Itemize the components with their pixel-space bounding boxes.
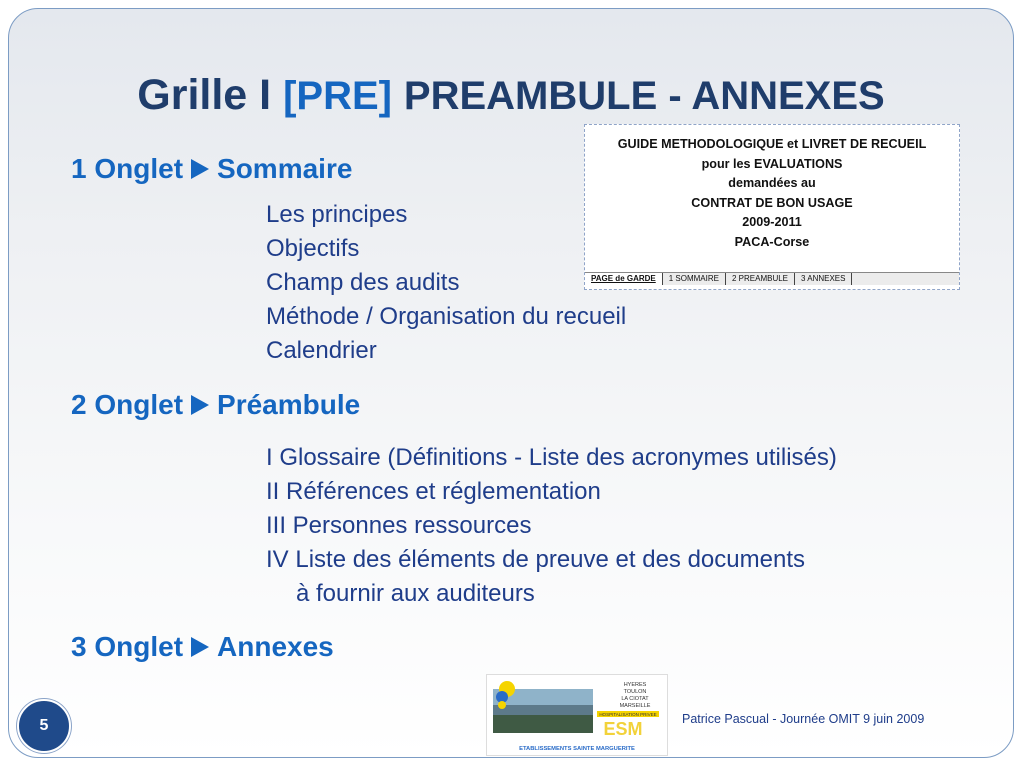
sheet-tab-page-de-garde: PAGE de GARDE <box>585 273 663 285</box>
logo-band-text: HOSPITALISATION PRIVEE <box>599 712 657 717</box>
preambule-list <box>266 441 837 611</box>
play-arrow-icon <box>191 637 209 657</box>
section-target: Sommaire <box>217 153 353 184</box>
list-item: IV Liste des éléments de preuve et des documents <box>266 546 805 573</box>
logo-city: MARSEILLE <box>619 703 651 709</box>
slide-frame <box>8 8 1014 758</box>
slide-title <box>9 71 1013 120</box>
title-rest: PREAMBULE - ANNEXES <box>403 74 885 118</box>
document-thumbnail <box>584 124 960 290</box>
thumbnail-line: pour les EVALUATIONS <box>701 156 843 171</box>
section-heading-preambule <box>71 389 360 421</box>
logo-city: TOULON <box>623 689 647 695</box>
footer <box>682 712 924 726</box>
section-label: 1 Onglet <box>71 153 184 184</box>
section-label: 2 Onglet <box>71 389 184 420</box>
list-item: Méthode / Organisation du recueil <box>266 303 627 330</box>
list-item: III Personnes ressources <box>266 512 532 539</box>
sheet-tab-annexes: 3 ANNEXES <box>795 273 852 285</box>
thumbnail-text <box>585 135 959 252</box>
section-heading-annexes <box>71 631 334 663</box>
list-item: Objectifs <box>266 235 360 262</box>
list-item: Les principes <box>266 201 408 228</box>
play-arrow-icon <box>191 395 209 415</box>
thumbnail-line: GUIDE METHODOLOGIQUE et LIVRET DE RECUEIL <box>617 137 927 151</box>
play-arrow-icon <box>191 159 209 179</box>
list-item: I Glossaire (Définitions - Liste des acronymes utilisés) <box>266 444 837 471</box>
footer-event: - Journée OMIT 9 juin 2009 <box>768 712 925 726</box>
sheet-tab-sommaire: 1 SOMMAIRE <box>663 273 726 285</box>
list-item: Champ des audits <box>266 269 460 296</box>
logo-caption: ETABLISSEMENTS SAINTE MARGUERITE <box>519 746 635 752</box>
thumbnail-line: 2009-2011 <box>742 215 802 229</box>
logo-city: LA CIOTAT <box>621 696 649 702</box>
page-number-badge: 5 <box>17 699 71 753</box>
section-label: 3 Onglet <box>71 631 184 662</box>
section-heading-sommaire <box>71 153 352 185</box>
logo-city: HYERES <box>623 682 647 688</box>
list-item: à fournir aux auditeurs <box>296 580 535 607</box>
logo-graphic <box>487 675 667 755</box>
sheet-tab-preambule: 2 PREAMBULE <box>726 273 795 285</box>
sheet-tabs <box>585 272 959 285</box>
section-target: Préambule <box>217 389 361 420</box>
section-target: Annexes <box>217 631 334 662</box>
thumbnail-line: PACA-Corse <box>734 234 810 249</box>
title-main: Grille I <box>137 71 272 119</box>
sommaire-list <box>266 198 626 368</box>
thumbnail-line: demandées au <box>728 176 816 190</box>
footer-author: Patrice Pascual <box>682 712 769 726</box>
logo-mark: ESM <box>603 719 643 739</box>
list-item: II Références et réglementation <box>266 478 601 505</box>
title-pre: [PRE] <box>283 74 392 118</box>
list-item: Calendrier <box>266 337 377 364</box>
thumbnail-line: CONTRAT DE BON USAGE <box>691 195 853 210</box>
esm-logo <box>486 674 668 756</box>
